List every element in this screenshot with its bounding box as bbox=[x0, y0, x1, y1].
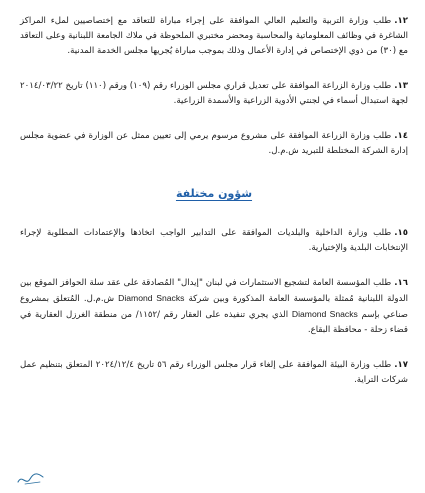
item-number: ١٣. bbox=[394, 81, 409, 91]
item-number: ١٦. bbox=[394, 278, 408, 288]
item-text-part: الذي يجري تنفيذه على العقار رقم /١١٥٢/ من منطقة الغرزل العقارية في قضاء زحلة - محافظة البقاع. bbox=[20, 310, 408, 335]
agenda-item-12 bbox=[20, 14, 408, 59]
item-text-part: ش.م.ل. المُتعلق بمشروع صناعي بإسم bbox=[20, 294, 408, 320]
agenda-item-17 bbox=[20, 358, 408, 388]
section-heading: شؤون مختلفة bbox=[175, 187, 253, 200]
item-number: ١٥. bbox=[394, 228, 408, 238]
item-number: ١٤. bbox=[394, 131, 408, 141]
agenda-item-15 bbox=[20, 226, 408, 256]
item-text: طلب وزارة الزراعة الموافقة على تعديل قراري مجلس الوزراء رقم (١٠٩) ورقم (١١٠) تاريخ ٢٠١٤/٠٣/٢٢ لجهة استبدال أسماء في لجنتي الأدوية الزراعية والأسمدة الزراعية. bbox=[20, 81, 408, 106]
item-text: طلب وزارة البيئة الموافقة على إلغاء قرار مجلس الوزراء رقم ٥٦ تاريخ ٢٠٢٤/١٢/٤ المتعلق بتنظيم عمل شركات التراية. bbox=[20, 360, 408, 385]
signature-mark bbox=[16, 470, 46, 488]
item-text-part: طلب المؤسسة العامة لتشجيع الاستثمارات في لبنان "إيدال" المُصادقة على عقد سلة الحوافز الموقع بين الدولة اللبنانية مُمثلة بالمؤسسة العامة المذكورة وبين شركة bbox=[20, 278, 409, 304]
item-text: طلب وزارة التربية والتعليم العالي الموافقة على إجراء مباراة للتعاقد مع إختصاصيين لملء المراكز الشاغرة في وظائف المعلوماتية والمحاسبة ومحضر مختبري الملحوظة في ملاك الجامعة اللبنانية وعلى التعاقد مع (٣٠) من ذوي الإختصاص في إدارة الأعمال وذلك بموجب مباراة يُجريها مجلس الخدمة المدنية. bbox=[20, 16, 408, 56]
item-text: طلب وزارة الزراعة الموافقة على مشروع مرسوم يرمي إلى تعيين ممثل عن الوزارة في عضوية مجلس إدارة الشركة المختلطة للتبريد ش.م.ل. bbox=[20, 131, 408, 156]
company-name: Diamond Snacks bbox=[118, 293, 185, 303]
document-page bbox=[20, 14, 408, 388]
agenda-item-13 bbox=[20, 79, 408, 109]
item-text: طلب وزارة الداخلية والبلديات الموافقة على التدابير الواجب اتخاذها والإعتمادات المطلوبة لإجراء الإنتخابات البلدية والإختيارية. bbox=[20, 228, 408, 253]
agenda-item-14 bbox=[20, 129, 408, 159]
item-number: ١٢. bbox=[394, 16, 408, 26]
item-number: ١٧. bbox=[394, 360, 408, 370]
agenda-item-16 bbox=[20, 276, 408, 338]
company-name: Diamond Snacks bbox=[291, 309, 358, 319]
